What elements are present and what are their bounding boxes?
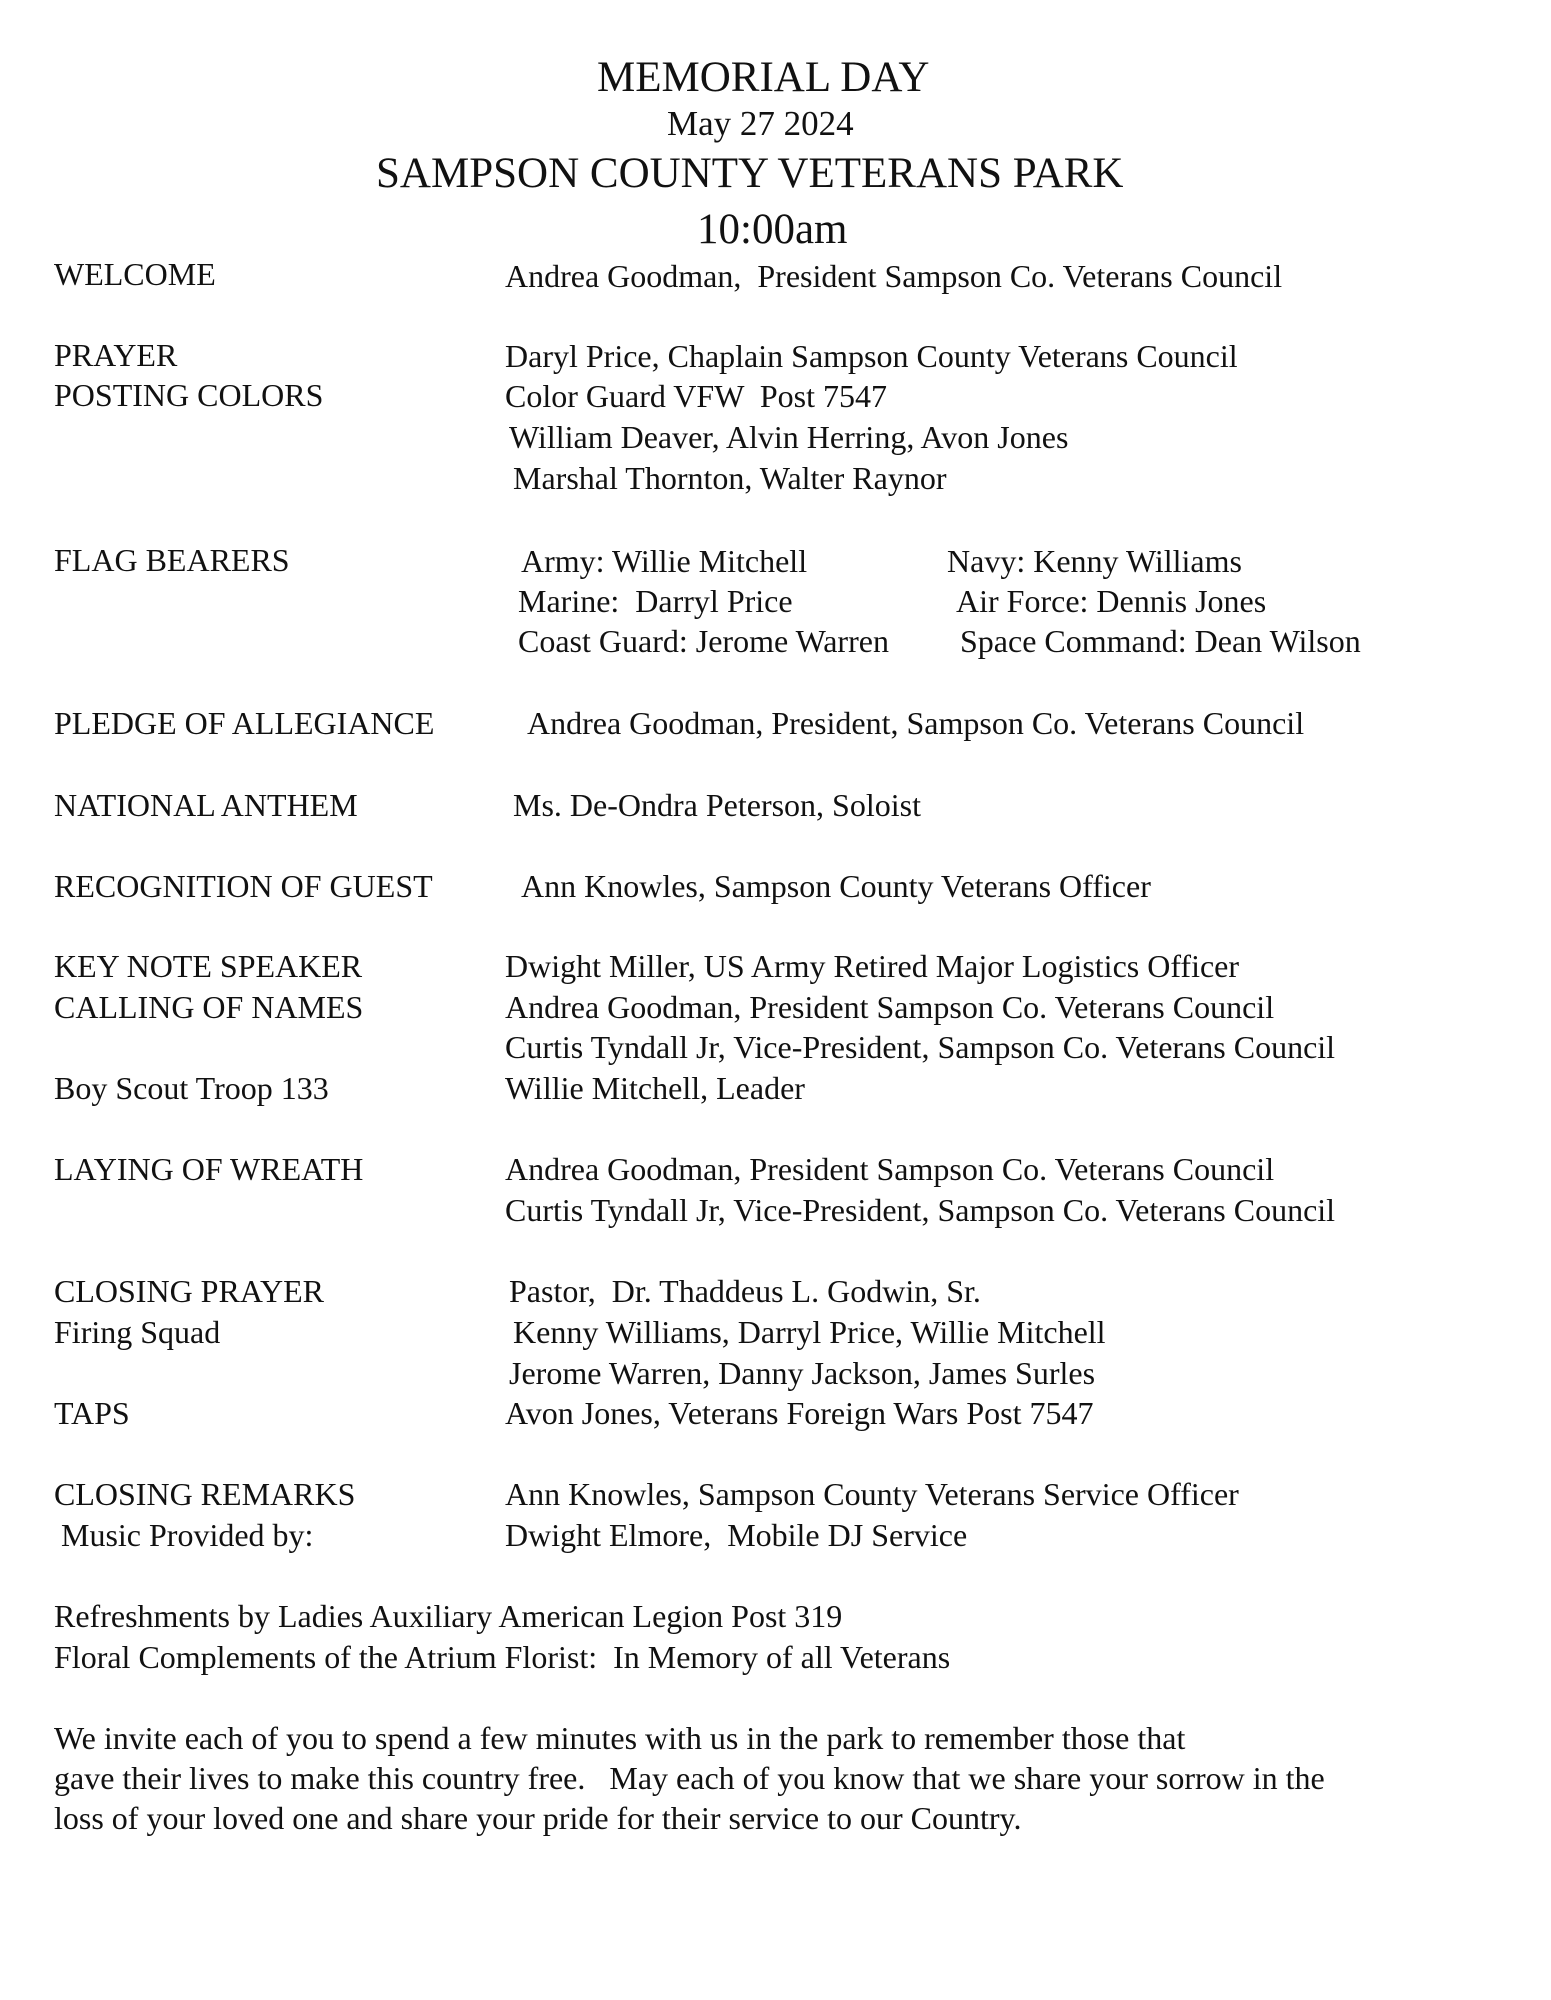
posting-colors-value-1: Color Guard VFW Post 7547 — [505, 378, 887, 414]
taps-value: Avon Jones, Veterans Foreign Wars Post 7547 — [505, 1395, 1094, 1431]
firing-squad-value-2: Jerome Warren, Danny Jackson, James Surles — [509, 1355, 1096, 1391]
flag-bearer-navy: Navy: Kenny Williams — [947, 543, 1242, 579]
welcome-label: WELCOME — [54, 256, 216, 292]
event-venue: SAMPSON COUNTY VETERANS PARK — [376, 150, 1124, 197]
closing-prayer-value: Pastor, Dr. Thaddeus L. Godwin, Sr. — [509, 1273, 981, 1309]
recognition-value: Ann Knowles, Sampson County Veterans Officer — [521, 868, 1151, 904]
closing-prayer-label: CLOSING PRAYER — [54, 1273, 324, 1309]
flag-bearer-marine: Marine: Darryl Price — [518, 583, 793, 619]
page-title: MEMORIAL DAY — [597, 54, 930, 101]
pledge-label: PLEDGE OF ALLEGIANCE — [54, 705, 435, 741]
firing-squad-label: Firing Squad — [54, 1314, 221, 1350]
wreath-label: LAYING OF WREATH — [54, 1151, 364, 1187]
posting-colors-label: POSTING COLORS — [54, 377, 324, 413]
prayer-value: Daryl Price, Chaplain Sampson County Veterans Council — [505, 338, 1238, 374]
anthem-value: Ms. De-Ondra Peterson, Soloist — [513, 787, 921, 823]
anthem-label: NATIONAL ANTHEM — [54, 787, 358, 823]
posting-colors-value-3: Marshal Thornton, Walter Raynor — [513, 460, 947, 496]
music-value: Dwight Elmore, Mobile DJ Service — [505, 1517, 968, 1553]
calling-names-label: CALLING OF NAMES — [54, 989, 364, 1025]
wreath-value-1: Andrea Goodman, President Sampson Co. Veterans Council — [505, 1151, 1275, 1187]
flag-bearer-space-command: Space Command: Dean Wilson — [960, 623, 1361, 659]
calling-names-value-2: Curtis Tyndall Jr, Vice-President, Sampson Co. Veterans Council — [505, 1029, 1336, 1065]
flag-bearer-air-force: Air Force: Dennis Jones — [956, 583, 1267, 619]
closing-paragraph-line-3: loss of your loved one and share your pride for their service to our Country. — [54, 1800, 1022, 1836]
event-time: 10:00am — [697, 206, 848, 253]
keynote-label: KEY NOTE SPEAKER — [54, 948, 363, 984]
pledge-value: Andrea Goodman, President, Sampson Co. Veterans Council — [527, 705, 1305, 741]
firing-squad-value-1: Kenny Williams, Darryl Price, Willie Mitchell — [513, 1314, 1106, 1350]
flag-bearers-label: FLAG BEARERS — [54, 542, 290, 578]
event-date: May 27 2024 — [667, 104, 854, 143]
refreshments-note: Refreshments by Ladies Auxiliary American Legion Post 319 — [54, 1598, 843, 1634]
closing-remarks-value: Ann Knowles, Sampson County Veterans Service Officer — [505, 1476, 1239, 1512]
prayer-label: PRAYER — [54, 337, 178, 373]
calling-names-value-1: Andrea Goodman, President Sampson Co. Veterans Council — [505, 989, 1275, 1025]
wreath-value-2: Curtis Tyndall Jr, Vice-President, Sampson Co. Veterans Council — [505, 1192, 1336, 1228]
scout-troop-value: Willie Mitchell, Leader — [505, 1070, 805, 1106]
taps-label: TAPS — [54, 1395, 130, 1431]
scout-troop-label: Boy Scout Troop 133 — [54, 1070, 329, 1106]
flag-bearer-army: Army: Willie Mitchell — [521, 543, 808, 579]
closing-paragraph-line-1: We invite each of you to spend a few minutes with us in the park to remember those that — [54, 1720, 1186, 1756]
welcome-value: Andrea Goodman, President Sampson Co. Veterans Council — [505, 258, 1283, 294]
music-label: Music Provided by: — [61, 1517, 314, 1553]
keynote-value: Dwight Miller, US Army Retired Major Logistics Officer — [505, 948, 1240, 984]
closing-paragraph-line-2: gave their lives to make this country free. May each of you know that we share your sorrow in the — [54, 1760, 1325, 1796]
closing-remarks-label: CLOSING REMARKS — [54, 1476, 356, 1512]
floral-note: Floral Complements of the Atrium Florist: In Memory of all Veterans — [54, 1639, 951, 1675]
flag-bearer-coast-guard: Coast Guard: Jerome Warren — [518, 623, 889, 659]
posting-colors-value-2: William Deaver, Alvin Herring, Avon Jones — [509, 419, 1069, 455]
recognition-label: RECOGNITION OF GUEST — [54, 868, 433, 904]
